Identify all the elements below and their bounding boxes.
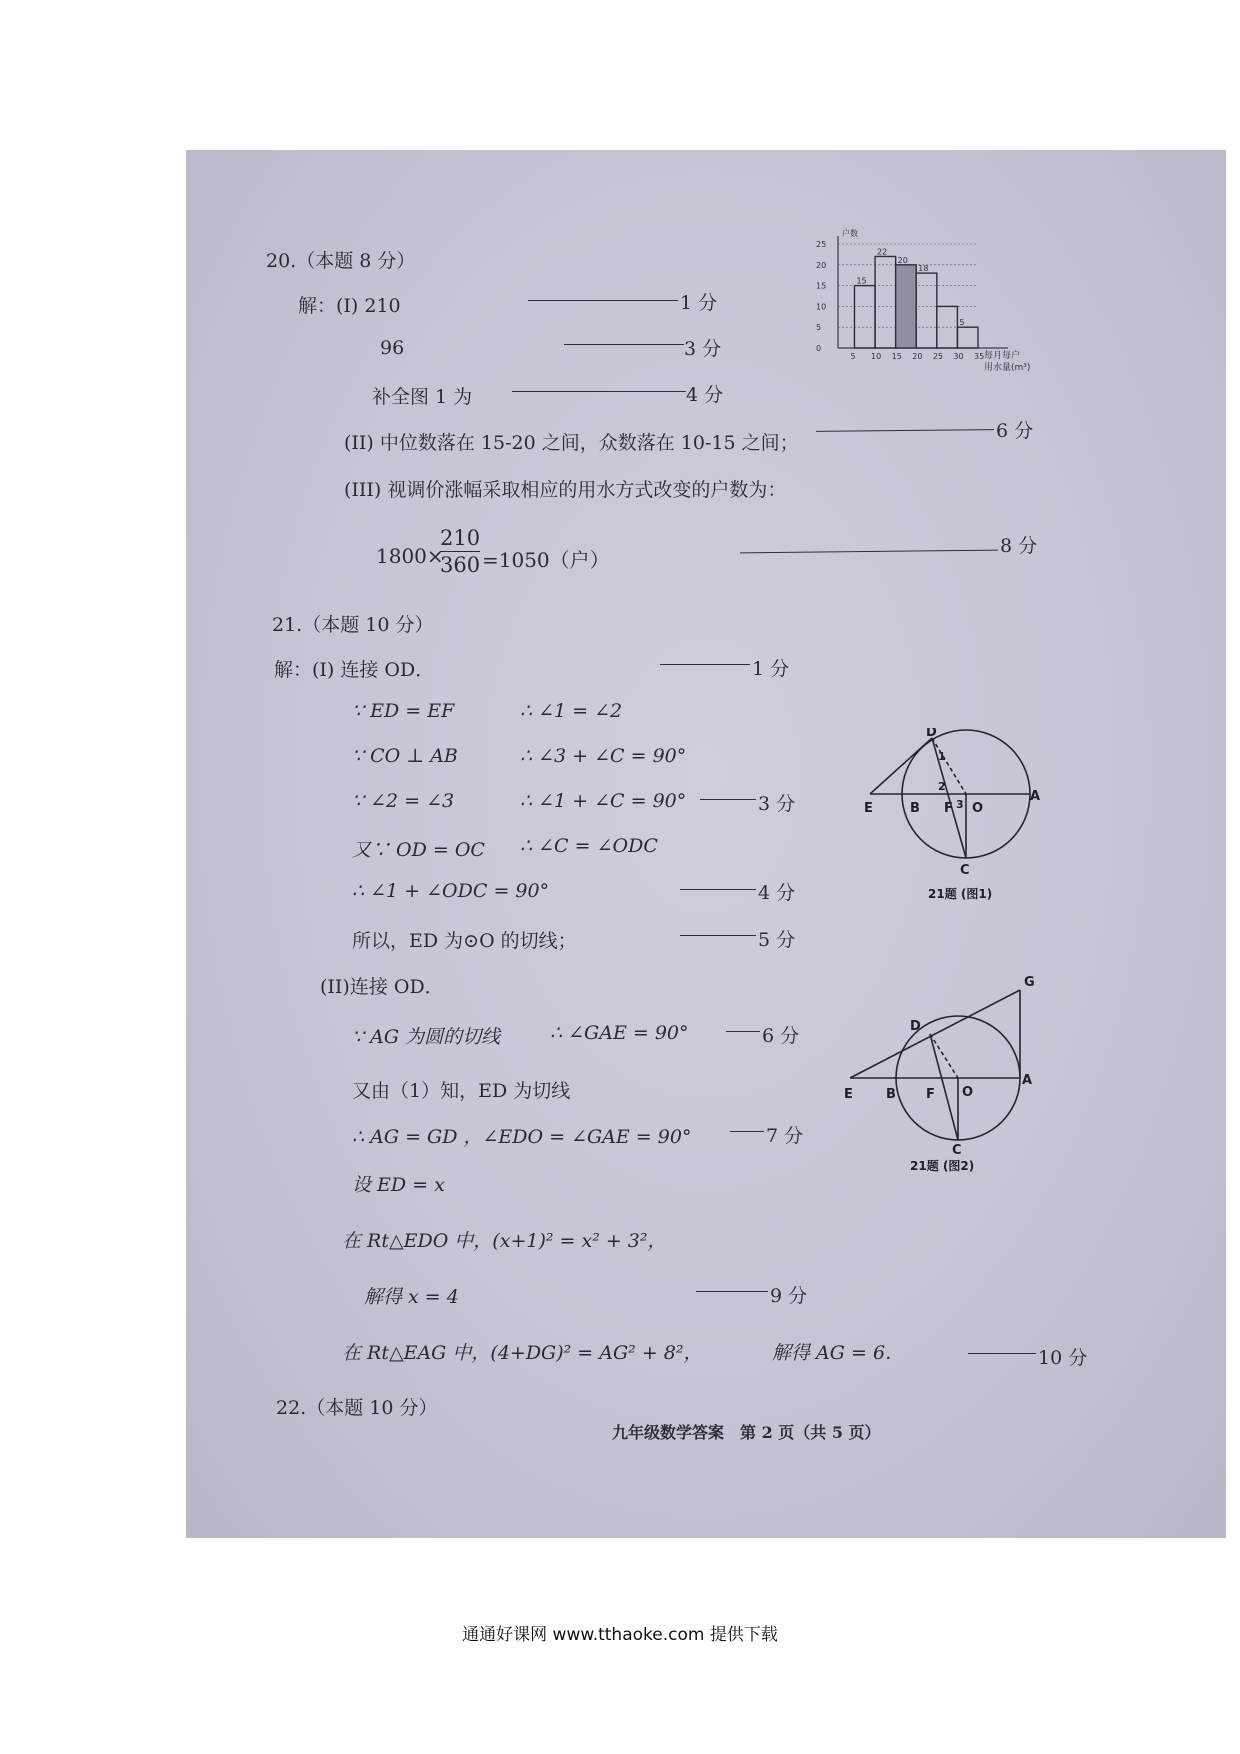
- q21-line4b: ∴ ∠1 + ∠C = 90°: [520, 790, 687, 812]
- score-leader: [660, 664, 750, 665]
- label-f: F: [944, 801, 953, 816]
- q20-part3-score: 8 分: [1000, 535, 1038, 557]
- hist-x-tick: 35: [974, 352, 985, 361]
- q20-part2-score: 6 分: [996, 420, 1034, 442]
- hist-x-tick: 25: [932, 352, 944, 361]
- q21-line14: 解得 x = 4: [364, 1286, 459, 1308]
- q21-line7: 所以，ED 为⊙O 的切线；: [352, 930, 577, 952]
- q20-part2: (II) 中位数落在 15-20 之间，众数落在 10-15 之间；: [344, 432, 799, 454]
- hist-ylabel: 户数: [842, 229, 858, 238]
- score-leader: [680, 889, 756, 890]
- q20-part1c: 补全图 1 为: [372, 386, 473, 408]
- q20-calc-suffix: =1050（户）: [482, 548, 610, 572]
- q21-line15: 在 Rt△EAG 中，(4+DG)² = AG² + 8²，: [342, 1342, 703, 1364]
- label-o: O: [972, 801, 984, 816]
- q21-line14-score: 9 分: [770, 1285, 808, 1307]
- q21-line2b: ∴ ∠1 = ∠2: [520, 700, 623, 722]
- q20-part1: 解：(I) 210: [298, 295, 401, 317]
- hist-x-tick: 10: [871, 352, 882, 361]
- q21-line9b: ∴ ∠GAE = 90°: [550, 1022, 689, 1044]
- figure-21-1: [858, 728, 1048, 903]
- line-od-dashed: [930, 1034, 958, 1078]
- score-leader: [696, 1291, 768, 1292]
- q21-line15b: 解得 AG = 6．: [772, 1342, 905, 1364]
- hist-x-tick: 20: [912, 352, 923, 361]
- q20-heading: 20.（本题 8 分）: [266, 250, 416, 272]
- q20-fraction: [440, 526, 480, 577]
- label-d: D: [926, 728, 937, 740]
- q21-line12: 设 ED = x: [352, 1174, 445, 1196]
- line-ed: [870, 738, 932, 794]
- q21-line6-score: 4 分: [758, 882, 796, 904]
- page-footer: 九年级数学答案 第 2 页（共 5 页）: [612, 1423, 881, 1442]
- score-leader: [726, 1031, 760, 1032]
- hist-bar: [916, 273, 937, 348]
- label-d: D: [910, 1019, 921, 1034]
- hist-x-tick: 15: [891, 352, 902, 361]
- q20-calc-prefix: 1800×: [376, 544, 444, 568]
- q21-line4a: ∵ ∠2 = ∠3: [352, 790, 455, 812]
- q21-line5a: 又∵ OD = OC: [352, 839, 485, 861]
- fraction-denominator: 360: [440, 553, 481, 577]
- q21-line11: ∴ AG = GD ，∠EDO = ∠GAE = 90°: [352, 1126, 692, 1148]
- hist-y-tick: 20: [816, 260, 827, 270]
- label-b: B: [910, 801, 920, 816]
- hist-y-tick: 10: [816, 302, 827, 312]
- q21-line1: 解：(I) 连接 OD．: [274, 659, 435, 681]
- figure-1-caption: 21题 (图1): [928, 887, 993, 901]
- q20-part1-score: 1 分: [680, 292, 718, 314]
- source-footer: 通通好课网 www.tthaoke.com 提供下载: [462, 1625, 778, 1645]
- hist-bar: [854, 286, 875, 348]
- q21-line11-score: 7 分: [766, 1125, 804, 1147]
- q21-line9a: ∵ AG 为圆的切线: [352, 1026, 501, 1048]
- q21-line2a: ∵ ED = EF: [352, 700, 455, 722]
- q22-heading: 22.（本题 10 分）: [276, 1397, 438, 1419]
- angle-1: 1: [938, 750, 946, 763]
- hist-y-tick: 5: [816, 323, 822, 333]
- q21-line13: 在 Rt△EDO 中，(x+1)² = x² + 3²，: [342, 1230, 667, 1252]
- fraction-numerator: 210: [440, 526, 481, 550]
- hist-y-tick: 25: [816, 240, 827, 249]
- score-leader: [528, 300, 678, 301]
- hist-xlabel-1: 每月每户: [984, 351, 1021, 361]
- label-b: B: [886, 1087, 896, 1102]
- hist-y-tick: 15: [816, 281, 827, 291]
- hist-x-tick: 30: [953, 352, 964, 361]
- score-leader: [700, 799, 756, 800]
- hist-bar-label: 18: [918, 264, 929, 274]
- score-leader: [680, 935, 756, 936]
- q21-line10: 又由（1）知，ED 为切线: [352, 1080, 571, 1102]
- label-c: C: [960, 863, 970, 878]
- q20-part1c-score: 4 分: [686, 384, 724, 406]
- q20-part3: (III) 视调价涨幅采取相应的用水方式改变的户数为：: [344, 479, 787, 501]
- hist-xlabel-2: 用水量(m³): [984, 363, 1031, 373]
- label-f: F: [926, 1087, 935, 1102]
- label-a: A: [1030, 789, 1041, 804]
- label-e: E: [844, 1087, 853, 1102]
- q21-line5b: ∴ ∠C = ∠ODC: [520, 835, 658, 857]
- score-leader: [512, 391, 686, 392]
- hist-bar: [957, 327, 978, 348]
- label-o: O: [962, 1085, 974, 1100]
- hist-x-tick: 5: [850, 352, 856, 361]
- q20-part1b-score: 3 分: [684, 338, 722, 360]
- q21-line3a: ∵ CO ⊥ AB: [352, 745, 458, 767]
- q21-line1-score: 1 分: [752, 658, 790, 680]
- q21-heading: 21.（本题 10 分）: [272, 614, 434, 636]
- water-usage-histogram: [812, 228, 1052, 378]
- q21-line9-score: 6 分: [762, 1025, 800, 1047]
- score-leader: [730, 1131, 764, 1132]
- angle-2: 2: [938, 780, 946, 793]
- hist-y-tick: 0: [816, 344, 822, 353]
- label-a: A: [1022, 1073, 1033, 1088]
- q20-part1b: 96: [380, 337, 405, 359]
- q21-line4-score: 3 分: [758, 793, 796, 815]
- label-g: G: [1024, 975, 1035, 990]
- q21-line8: (II)连接 OD．: [320, 976, 444, 998]
- hist-bar-label: 5: [959, 318, 965, 328]
- hist-bar-label: 22: [877, 247, 888, 257]
- label-e: E: [864, 801, 873, 816]
- q21-line7-score: 5 分: [758, 929, 796, 951]
- q21-line15-score: 10 分: [1038, 1347, 1088, 1369]
- hist-bar-label: 15: [856, 276, 867, 286]
- q21-line6: ∴ ∠1 + ∠ODC = 90°: [352, 880, 550, 902]
- line-eg: [850, 990, 1020, 1078]
- hist-bar: [875, 256, 896, 348]
- angle-3: 3: [956, 798, 964, 811]
- label-c: C: [952, 1143, 962, 1158]
- figure-2-caption: 21题 (图2): [910, 1159, 975, 1172]
- q21-line3b: ∴ ∠3 + ∠C = 90°: [520, 745, 687, 767]
- hist-bar: [896, 265, 917, 348]
- score-leader: [564, 344, 684, 345]
- figure-21-2: [838, 972, 1038, 1172]
- score-leader: [968, 1353, 1036, 1354]
- hist-bar-label: 20: [897, 255, 908, 265]
